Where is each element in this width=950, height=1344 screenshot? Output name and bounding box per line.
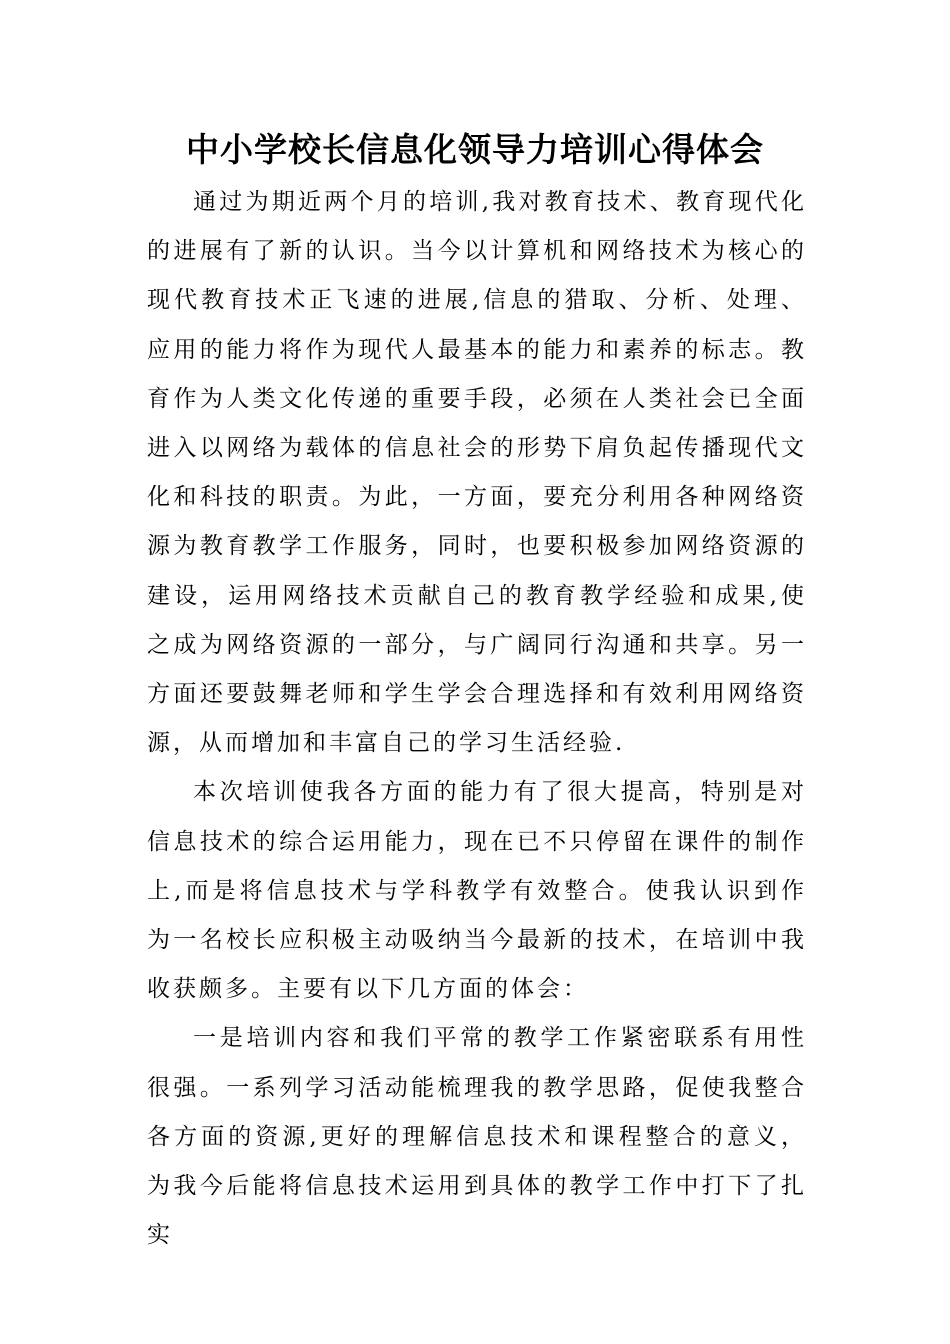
paragraph-3: 一是培训内容和我们平常的教学工作紧密联系有用性很强。一系列学习活动能梳理我的教学思路，促使我整合各方面的资源,更好的理解信息技术和课程整合的意义，为我今后能将信息技术运用到具体的教学工作中打下了扎实 <box>147 1025 807 1249</box>
paragraph-2: 本次培训使我各方面的能力有了很大提高，特别是对信息技术的综合运用能力，现在已不只停留在课件的制作上,而是将信息技术与学科教学有效整合。使我认识到作为一名校长应积极主动吸纳当今最新的技术，在培训中我收获颇多。主要有以下几方面的体会： <box>147 779 807 1003</box>
document-title: 中小学校长信息化领导力培训心得体会 <box>186 130 764 169</box>
paragraph-1: 通过为期近两个月的培训,我对教育技术、教育现代化的进展有了新的认识。当今以计算机和网络技术为核心的现代教育技术正飞速的进展,信息的猎取、分析、处理、应用的能力将作为现代人最基本的能力和素养的标志。教育作为人类文化传递的重要手段，必须在人类社会已全面进入以网络为载体的信息社会的形势下肩负起传播现代文化和科技的职责。为此，一方面，要充分利用各种网络资源为教育教学工作服务，同时，也要积极参加网络资源的建设，运用网络技术贡献自己的教育教学经验和成果,使之成为网络资源的一部分，与广阔同行沟通和共享。另一方面还要鼓舞老师和学生学会合理选择和有效利用网络资源，从而增加和丰富自己的学习生活经验. <box>147 189 807 757</box>
document-body <box>147 178 807 1260</box>
